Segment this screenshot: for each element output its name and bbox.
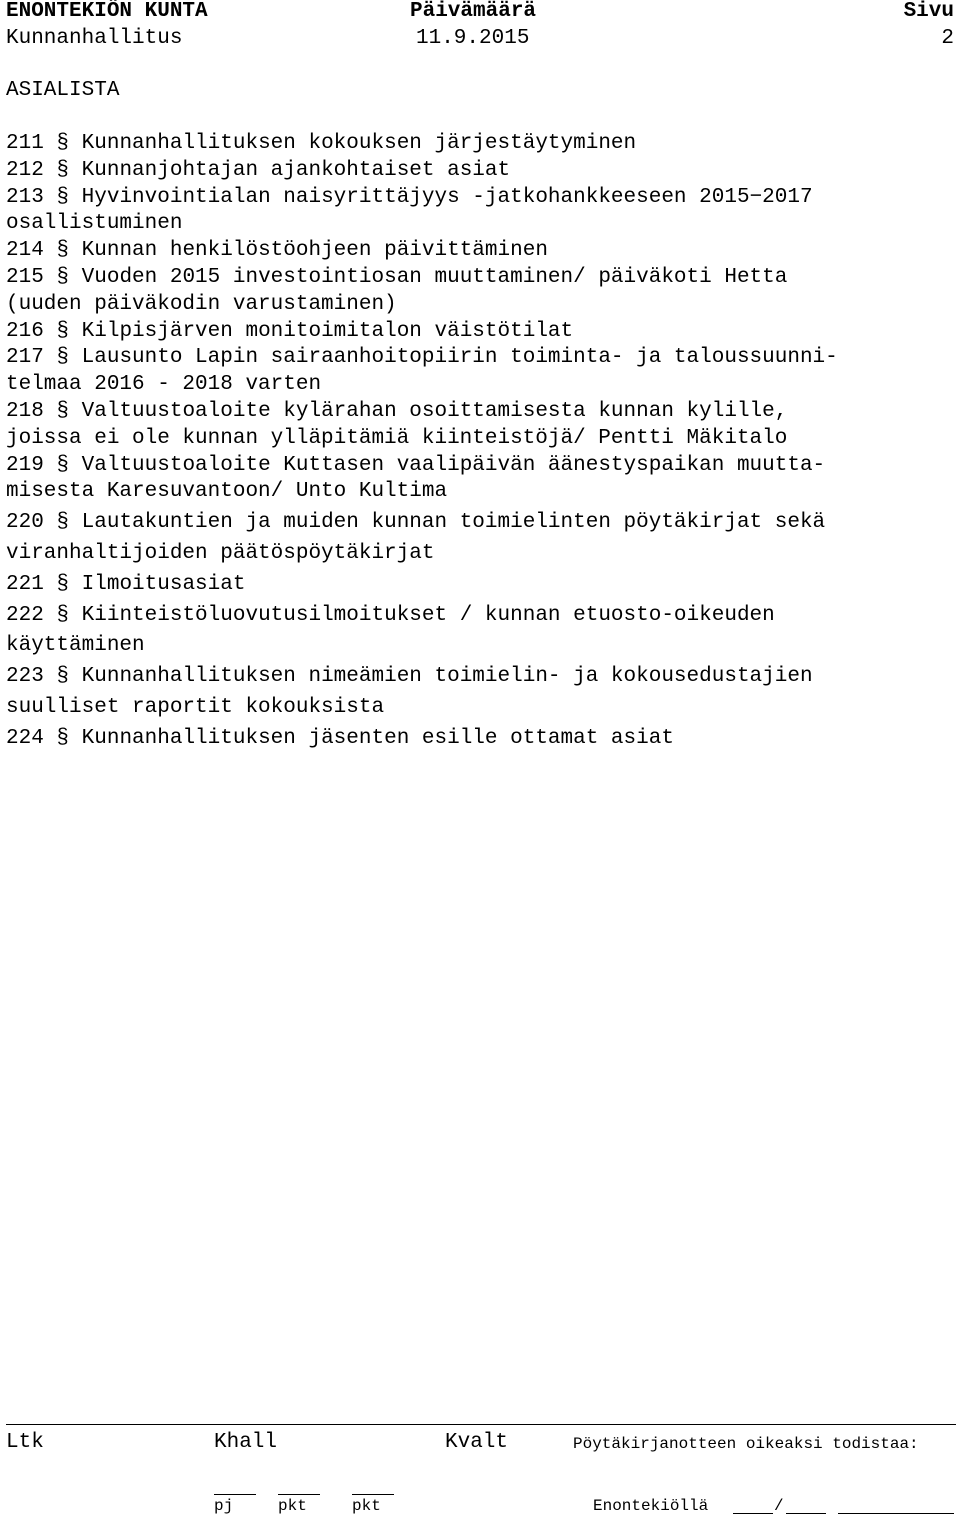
agenda-item-title: käyttäminen <box>6 634 145 658</box>
page-label: Sivu <box>903 0 954 23</box>
agenda-item-line <box>6 131 956 158</box>
footer-kvalt: Kvalt <box>445 1431 509 1454</box>
agenda-item-title: joissa ei ole kunnan ylläpitämiä kiinteistöjä/ Pentti Mäkitalo <box>6 426 788 450</box>
agenda-item-title: Vuoden 2015 investointiosan muuttaminen/ päiväkoti Hetta <box>81 265 788 289</box>
agenda-item-title: suulliset raportit kokouksista <box>6 695 385 719</box>
signature-pj: pj <box>214 1497 234 1515</box>
agenda-item-title: misesta Karesuvantoon/ Unto Kultima <box>6 480 448 504</box>
agenda-item-title: (uuden päiväkodin varustaminen) <box>6 292 397 316</box>
date-day-blank <box>733 1497 773 1514</box>
footer-khall: Khall <box>214 1431 278 1454</box>
agenda-item-line <box>6 185 956 212</box>
agenda-item-number: 221 <box>6 572 44 596</box>
agenda-item-number: 218 <box>6 399 44 423</box>
agenda-item-line <box>6 510 956 537</box>
agenda-item-number: 223 <box>6 665 44 689</box>
agenda-item-title: Valtuustoaloite kylärahan osoittamisesta kunnan kylille, <box>81 399 788 423</box>
agenda-item-line <box>6 399 956 426</box>
agenda-item-number: 217 <box>6 346 44 370</box>
signature-blank <box>214 1478 256 1495</box>
agenda-item-line <box>6 238 956 265</box>
agenda-item-title: Kunnanhallituksen jäsenten esille ottamat asiat <box>81 726 674 750</box>
section-sign-icon: § <box>56 665 70 689</box>
agenda-item-number: 216 <box>6 319 44 343</box>
agenda-item-title: Kilpisjärven monitoimitalon väistötilat <box>81 319 574 343</box>
signature-pkt-1: pkt <box>278 1497 307 1515</box>
agenda-item-number: 224 <box>6 726 44 750</box>
body-name: Kunnanhallitus <box>6 27 183 50</box>
date-slash: / <box>774 1497 784 1515</box>
section-sign-icon: § <box>56 319 70 343</box>
agenda-item-title: Lautakuntien ja muiden kunnan toimielinten pöytäkirjat sekä <box>81 511 826 535</box>
footer-ltk: Ltk <box>6 1431 44 1454</box>
section-sign-icon: § <box>56 511 70 535</box>
agenda-item-number: 219 <box>6 453 44 477</box>
section-sign-icon: § <box>56 453 70 477</box>
agenda-item-line <box>6 345 956 372</box>
section-sign-icon: § <box>56 265 70 289</box>
agenda-item-line <box>6 479 956 506</box>
agenda-item-line <box>6 372 956 399</box>
agenda-item-line <box>6 453 956 480</box>
section-sign-icon: § <box>56 239 70 263</box>
section-sign-icon: § <box>56 346 70 370</box>
agenda-item-number: 214 <box>6 239 44 263</box>
agenda-item-line <box>6 695 956 722</box>
section-sign-icon: § <box>56 185 70 209</box>
agenda-item-number: 222 <box>6 603 44 627</box>
agenda-item-number: 212 <box>6 158 44 182</box>
agenda-item-number: 211 <box>6 132 44 155</box>
agenda-item-line <box>6 319 956 346</box>
agenda-item-line <box>6 292 956 319</box>
footer-rule <box>6 1424 956 1425</box>
agenda-item-title: Kunnanhallituksen nimeämien toimielin- ja kokousedustajien <box>81 665 813 689</box>
agenda-item-line <box>6 211 956 238</box>
municipality-name: ENONTEKIÖN KUNTA <box>6 0 208 23</box>
agenda-item-title: Lausunto Lapin sairaanhoitopiirin toiminta- ja taloussuunni- <box>81 346 838 370</box>
signature-blank <box>352 1478 394 1495</box>
agenda-item-line <box>6 633 956 660</box>
agenda-item-title: viranhaltijoiden päätöspöytäkirjat <box>6 541 435 565</box>
meeting-date: 11.9.2015 <box>416 27 530 50</box>
agenda-item-line <box>6 265 956 292</box>
section-sign-icon: § <box>56 399 70 423</box>
agenda-item-title: Kunnanhallituksen kokouksen järjestäytyminen <box>81 132 637 155</box>
agenda-item-line <box>6 426 956 453</box>
section-sign-icon: § <box>56 726 70 750</box>
section-title: ASIALISTA <box>6 79 120 102</box>
section-sign-icon: § <box>56 158 70 182</box>
section-sign-icon: § <box>56 572 70 596</box>
agenda-item-number: 213 <box>6 185 44 209</box>
agenda-item-title: Kiinteistöluovutusilmoitukset / kunnan etuosto-oikeuden <box>81 603 775 627</box>
agenda-item-number: 215 <box>6 265 44 289</box>
section-sign-icon: § <box>56 603 70 627</box>
agenda-item-title: Kunnanjohtajan ajankohtaiset asiat <box>81 158 511 182</box>
agenda-item-line <box>6 572 956 599</box>
agenda-item-line <box>6 158 956 185</box>
agenda-item-line <box>6 726 956 753</box>
agenda-item-line <box>6 603 956 630</box>
agenda-item-title: Valtuustoaloite Kuttasen vaalipäivän äänestyspaikan muutta- <box>81 453 826 477</box>
agenda-item-title: Ilmoitusasiat <box>81 572 246 596</box>
agenda-item-line <box>6 541 956 568</box>
section-sign-icon: § <box>56 132 70 155</box>
date-label: Päivämäärä <box>410 0 537 23</box>
agenda-item-title: osallistuminen <box>6 212 183 236</box>
date-month-blank <box>786 1497 826 1514</box>
agenda-item-title: Kunnan henkilöstöohjeen päivittäminen <box>81 239 548 263</box>
date-year-blank <box>838 1497 954 1514</box>
agenda-item-title: telmaa 2016 - 2018 varten <box>6 373 322 397</box>
agenda-item-number: 220 <box>6 511 44 535</box>
agenda-list <box>6 131 956 753</box>
agenda-item-title: Hyvinvointialan naisyrittäjyys -jatkohankkeeseen 2015−2017 <box>81 185 813 209</box>
signature-blank <box>278 1478 320 1495</box>
page-number: 2 <box>941 27 954 50</box>
agenda-item-line <box>6 664 956 691</box>
footer-place: Enontekiöllä <box>593 1497 709 1515</box>
signature-pkt-2: pkt <box>352 1497 381 1515</box>
footer-certify: Pöytäkirjanotteen oikeaksi todistaa: <box>573 1435 919 1453</box>
